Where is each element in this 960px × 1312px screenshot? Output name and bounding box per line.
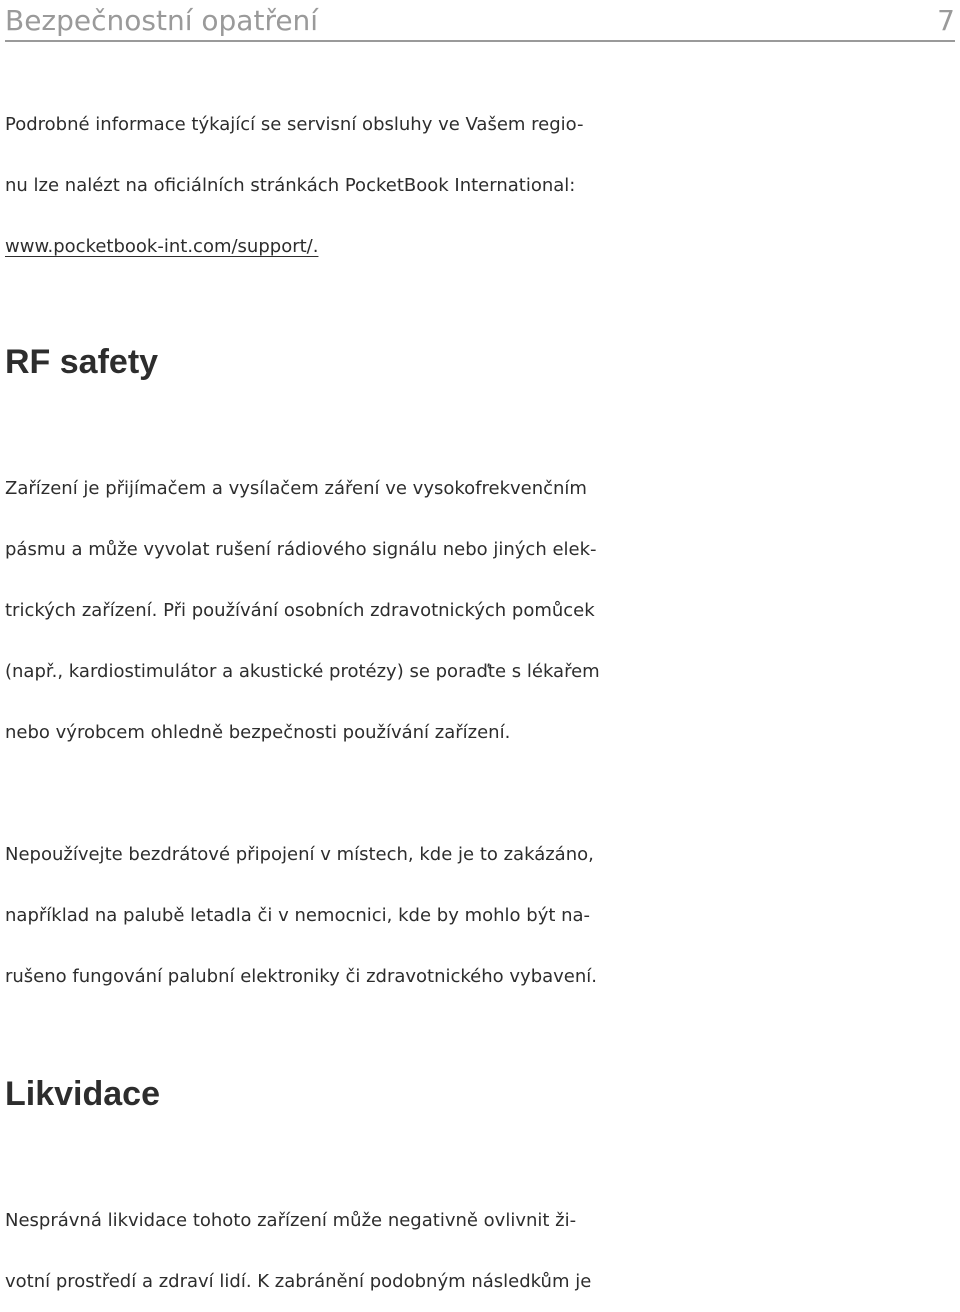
- paragraph-line: Nesprávná likvidace tohoto zařízení může negativně ovlivnit ži-: [5, 1210, 577, 1231]
- paragraph-line: například na palubě letadla či v nemocnici, kde by mohlo být na-: [5, 905, 591, 926]
- paragraph-line: [5, 216, 957, 277]
- paragraph-line: rušeno fungování palubní elektroniky či zdravotnického vybavení.: [5, 966, 598, 987]
- page-header: [5, 2, 955, 42]
- paragraph-line: Nepoužívejte bezdrátové připojení v místech, kde je to zakázáno,: [5, 844, 594, 865]
- section-title: Bezpečnostní opatření: [5, 4, 319, 37]
- page-number: 7: [937, 4, 955, 37]
- paragraph-line: (např., kardiostimulátor a akustické protézy) se poraďte s lékařem: [5, 661, 600, 682]
- paragraph-line: pásmu a může vyvolat rušení rádiového signálu nebo jiných elek-: [5, 539, 597, 560]
- rf-safety-paragraph: [5, 458, 957, 763]
- support-link[interactable]: www.pocketbook-int.com/support/.: [5, 236, 319, 257]
- paragraph-line: trických zařízení. Při používání osobních zdravotnických pomůcek: [5, 600, 595, 621]
- disposal-paragraph: [5, 1190, 957, 1312]
- wireless-warning-paragraph: [5, 824, 957, 1007]
- paragraph-line: votní prostředí a zdraví lidí. K zabránění podobným následkům je: [5, 1271, 592, 1292]
- disposal-heading: Likvidace: [5, 1075, 160, 1113]
- paragraph-line: Zařízení je přijímačem a vysílačem záření ve vysokofrekvenčním: [5, 478, 587, 499]
- paragraph-line: nebo výrobcem ohledně bezpečnosti používání zařízení.: [5, 722, 511, 743]
- paragraph-line: nu lze nalézt na oficiálních stránkách PocketBook International:: [5, 175, 576, 196]
- paragraph-line: Podrobné informace týkající se servisní obsluhy ve Vašem regio-: [5, 114, 584, 135]
- intro-paragraph: [5, 94, 957, 277]
- rf-safety-heading: RF safety: [5, 343, 159, 381]
